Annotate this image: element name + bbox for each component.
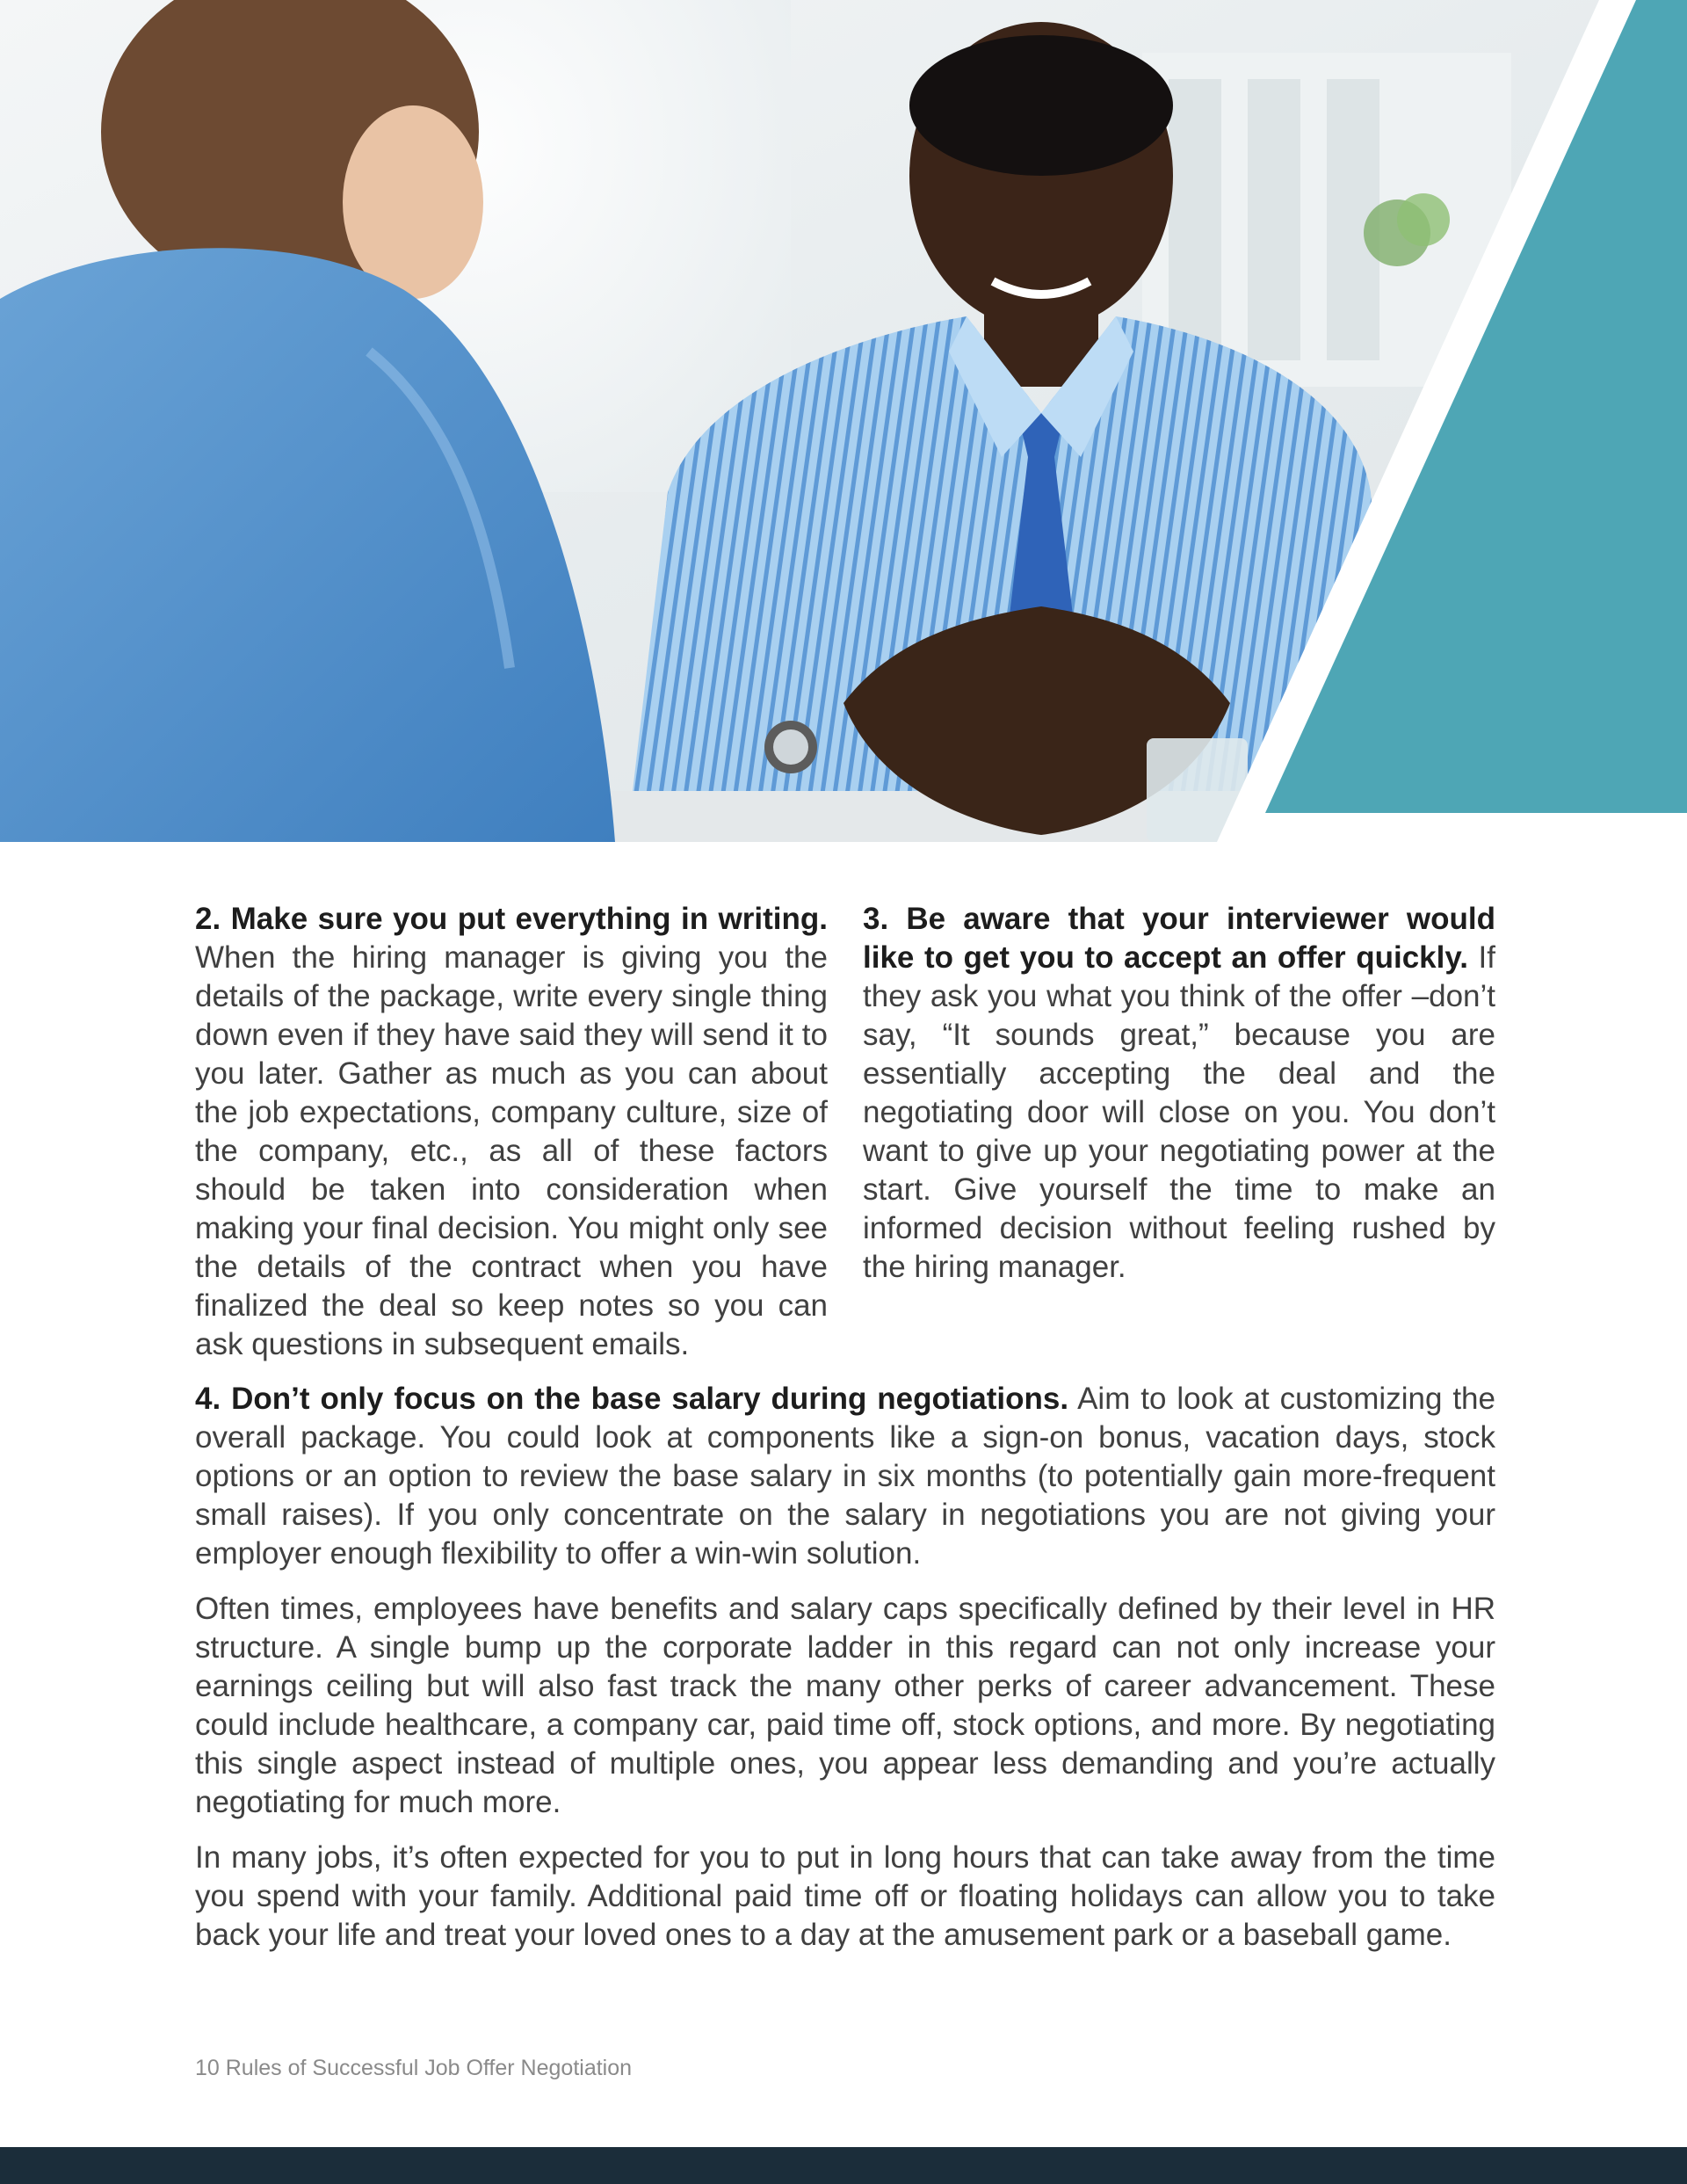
paragraph-often-times: Often times, employees have benefits and salary caps specifically defined by their level in HR structure. A single bump up the corporate ladder in this regard can not only increase your earnings ceiling but will also fast track the many other perks of career advancement. These could include healthcare, a company car, paid time off, stock options, and more. By negotiating this single aspect instead of multiple ones, you appear less demanding and you’re actually negotiating for much more. [195,1592,1495,1819]
hero-photo [0,0,1687,842]
section-3-body: If they ask you what you think of the offer –don’t say, “It sounds great,” because you are essentially accepting the deal and the negotiating door will close on you. You don’t want to give up your negotiating power at the start. Give yourself the time to make an informed decision without feeling rushed by the hiring manager. [863,940,1495,1284]
two-column-section [195,900,1495,1364]
section-4-body: Aim to look at customizing the overall package. You could look at components like a sign-on bonus, vacation days, stock options or an option to review the base salary in six months (to potentially gain more-frequent small raises). If you only concentrate on the salary in negotiations you are not giving your employer enough flexibility to offer a win-win solution. [195,1382,1495,1571]
footer-title: 10 Rules of Successful Job Offer Negotiation [195,2056,633,2080]
section-4-heading: 4. Don’t only focus on the base salary during negotiations. [195,1382,1069,1416]
section-2-body: When the hiring manager is giving you the details of the package, write every single thing down even if they have said they will send it to you later. Gather as much as you can about the job expectations, company culture, size of the company, etc., as all of these factors should be taken into consideration when making your final decision. You might only see the details of the contract when you have finalized the deal so keep notes so you can ask questions in subsequent emails. [195,940,828,1361]
section-2-heading: 2. Make sure you put everything in writing. [195,902,828,936]
column-right [863,900,1495,1364]
paragraph-many-jobs: In many jobs, it’s often expected for you to put in long hours that can take away from the time you spend with your family. Additional paid time off or floating holidays can allow you to take back your life and treat your loved ones to a day at the amusement park or a baseball game. [195,1840,1495,1952]
section-4 [195,1380,1495,1573]
section-2 [195,900,828,1364]
bottom-bar [0,2147,1687,2184]
section-3-heading: 3. Be aware that your interviewer would like to get you to accept an offer quickly. [863,902,1495,975]
column-left [195,900,828,1364]
section-3 [863,900,1495,1287]
article-body [195,900,1495,1955]
